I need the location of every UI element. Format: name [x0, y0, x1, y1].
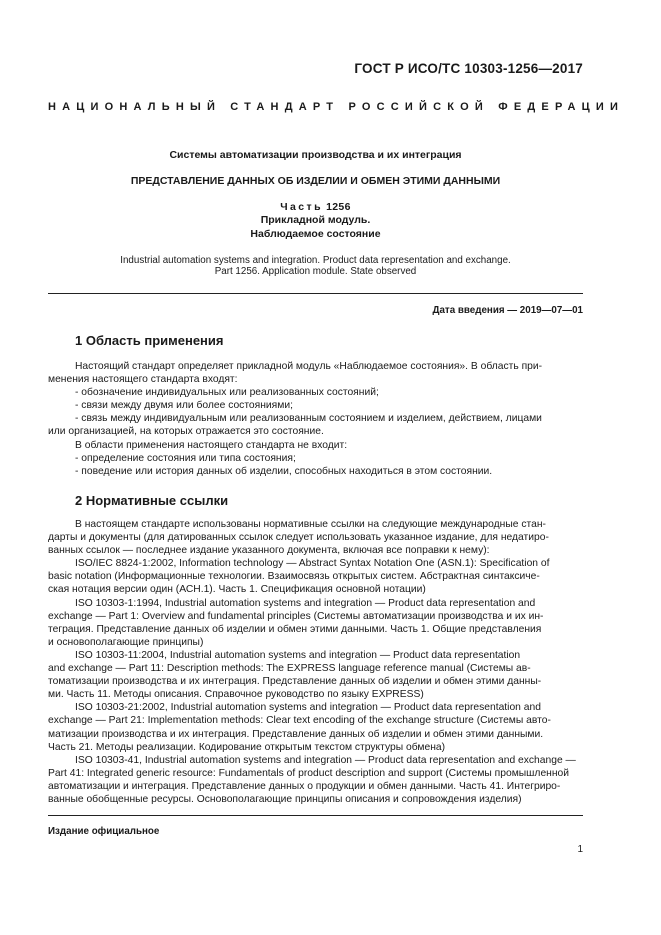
section-2-line: ванные обобщенные ресурсы. Основополагающие принципы описания и сопровождения изделия)	[48, 793, 522, 805]
section-2-line: exchange — Part 1: Overview and fundamental principles (Системы автоматизации производства и их ин-	[48, 610, 544, 622]
section-2-line: ми. Часть 11. Методы описания. Справочное руководство по языку EXPRESS)	[48, 689, 424, 701]
section-2-line: матизации производства и их интеграция. Представление данных об изделии и обмен этими данными.	[48, 728, 544, 740]
section-1-line: менения настоящего стандарта входят:	[48, 374, 238, 386]
section-2-line: exchange — Part 21: Implementation methods: Clear text encoding of the exchange structure (Системы авто-	[48, 715, 551, 727]
series-title: Системы автоматизации производства и их интеграция	[169, 149, 462, 161]
section-2-line: Part 41: Integrated generic resource: Fundamentals of product description and support (Системы промышленной	[48, 767, 570, 779]
module-title: Прикладной модуль.	[260, 214, 371, 226]
section-2-line: ISO 10303-21:2002, Industrial automation systems and integration — Product data representation and	[75, 702, 541, 714]
section-2-line: В настоящем стандарте использованы нормативные ссылки на следующие международные стан-	[75, 519, 546, 530]
section-1-line: Настоящий стандарт определяет прикладной модуль «Наблюдаемое состояния». В область при-	[75, 361, 543, 372]
section-1-line: - поведение или история данных об изделии, способных находиться в этом состоянии.	[75, 465, 493, 477]
section-2-line: and exchange — Part 11: Description methods: The EXPRESS language reference manual (Системы ав-	[48, 663, 531, 675]
section-1-heading: 1 Область применения	[75, 333, 224, 348]
section-2-body	[48, 518, 583, 806]
introduction-date: Дата введения — 2019—07—01	[432, 305, 583, 316]
section-2-line: ISO/IEC 8824-1:2002, Information technology — Abstract Syntax Notation One (ASN.1): Specification of	[75, 558, 550, 570]
footer-divider	[48, 815, 583, 816]
section-1-line: или организацией, на которых отражается это состояние.	[48, 426, 324, 438]
section-1-line: - обозначение индивидуальных или реализованных состояний;	[75, 387, 379, 399]
section-2-line: ISO 10303-41, Industrial automation systems and integration — Product data representation and exchange —	[75, 754, 576, 766]
english-title-line-1: Industrial automation systems and integration. Product data representation and exchange.	[120, 255, 511, 266]
section-2-line: ская нотация версии один (АСН.1). Часть 1. Спецификация основной нотации)	[48, 584, 426, 596]
section-2-line: автоматизации и интеграция. Представление данных о продукции и обмен данными. Часть 41. Интегриро-	[48, 780, 561, 792]
standard-type-banner: НАЦИОНАЛЬНЫЙ СТАНДАРТ РОССИЙСКОЙ ФЕДЕРАЦИИ	[48, 101, 625, 113]
section-2-line: ванных ссылок — последнее издание указанного документа, включая все поправки к нему):	[48, 545, 490, 557]
edition-label: Издание официальное	[48, 826, 160, 837]
part-word: Часть	[280, 201, 323, 213]
section-1-line: - связь между индивидуальным или реализованным состоянием и изделием, действием, лицами	[75, 413, 542, 425]
part-number: 1256	[326, 201, 351, 213]
section-1-line: - связи между двумя или более состояниями;	[75, 400, 293, 412]
english-title-line-2: Part 1256. Application module. State observed	[214, 266, 417, 277]
section-1-line: В области применения настоящего стандарта не входит:	[75, 439, 348, 451]
section-2-heading: 2 Нормативные ссылки	[75, 493, 229, 508]
section-2-line: basic notation (Информационные технологии. Взаимосвязь открытых систем. Абстрактная синтаксиче-	[48, 571, 540, 583]
section-2-line: Часть 21. Методы реализации. Кодирование открытым текстом структуры обмена)	[48, 741, 446, 753]
section-2-line: дарты и документы (для датированных ссылок следует использовать указанное издание, для недатиро-	[48, 532, 549, 544]
section-1-body	[48, 360, 583, 478]
title-divider	[48, 293, 583, 294]
main-title: ПРЕДСТАВЛЕНИЕ ДАННЫХ ОБ ИЗДЕЛИИ И ОБМЕН ЭТИМИ ДАННЫМИ	[130, 175, 501, 187]
document-designation: ГОСТ Р ИСО/ТС 10303-1256—2017	[354, 61, 583, 76]
page-number: 1	[577, 844, 583, 855]
section-2-line: ISO 10303-1:1994, Industrial automation systems and integration — Product data representation and	[75, 597, 536, 609]
section-2-line: теграция. Представление данных об изделии и обмен этими данными. Часть 1. Общие представления	[48, 623, 542, 635]
section-2-line: томатизации производства и их интеграция. Представление данных об изделии и обмен этими данны-	[48, 676, 542, 688]
subject-title: Наблюдаемое состояние	[250, 228, 381, 240]
section-1-line: - определение состояния или типа состояния;	[75, 452, 296, 464]
part-label	[48, 201, 583, 213]
section-2-line: и основополагающие принципы)	[48, 636, 204, 648]
section-2-line: ISO 10303-11:2004, Industrial automation systems and integration — Product data representation	[75, 649, 521, 661]
